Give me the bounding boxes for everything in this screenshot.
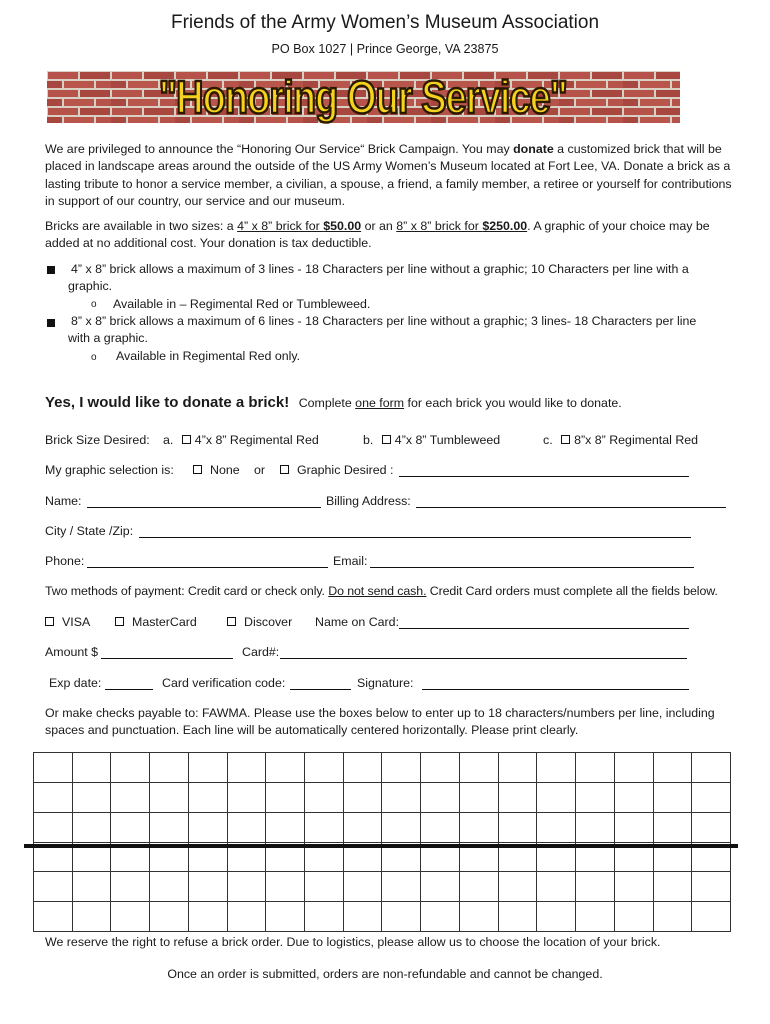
sub-bullet-marker: o [91, 352, 97, 363]
grid-cell[interactable] [460, 813, 499, 843]
grid-cell[interactable] [382, 783, 421, 813]
grid-cell[interactable] [499, 902, 538, 932]
grid-cell[interactable] [382, 813, 421, 843]
grid-cell[interactable] [537, 902, 576, 932]
name-on-card-label: Name on Card: [315, 615, 400, 629]
grid-cell[interactable] [421, 872, 460, 902]
grid-cell[interactable] [34, 783, 73, 813]
discover-option[interactable]: Discover [227, 615, 292, 629]
grid-cell[interactable] [344, 872, 383, 902]
grid-cell[interactable] [421, 753, 460, 783]
grid-cell[interactable] [73, 902, 112, 932]
grid-cell[interactable] [421, 813, 460, 843]
checkbox-visa[interactable] [45, 617, 54, 626]
reserve-notice: We reserve the right to refuse a brick order. Due to logistics, please allow us to choose the location of your brick. [45, 935, 661, 949]
engraving-grid [33, 752, 731, 932]
grid-cell[interactable] [111, 753, 150, 783]
checkbox-size-b[interactable] [382, 435, 391, 444]
grid-cell[interactable] [189, 783, 228, 813]
name-on-card-field[interactable] [399, 617, 689, 629]
checkbox-graphic-none[interactable] [193, 465, 202, 474]
grid-cell[interactable] [189, 872, 228, 902]
grid-cell[interactable] [150, 783, 189, 813]
grid-cell[interactable] [576, 753, 615, 783]
checks-instructions: Or make checks payable to: FAWMA. Please use the boxes below to enter up to 18 characters/numbers per line, including spaces and punctuation. Each line will be automatically centered horizontally. Please print clearly. [45, 706, 715, 738]
grid-cell[interactable] [537, 872, 576, 902]
signature-label: Signature: [357, 676, 414, 690]
grid-cell[interactable] [576, 872, 615, 902]
grid-cell[interactable] [266, 783, 305, 813]
grid-cell[interactable] [305, 902, 344, 932]
graphic-none-option[interactable]: None [193, 463, 240, 477]
bullet-4x8: 4” x 8” brick allows a maximum of 3 lines - 18 Characters per line without a graphic; 10 Characters per line with a [71, 262, 689, 276]
bullet-4x8-cont: graphic. [68, 279, 113, 293]
grid-cell[interactable] [421, 902, 460, 932]
graphic-or: or [254, 463, 266, 477]
city-state-zip-field[interactable] [139, 526, 691, 538]
mailing-address: PO Box 1027 | Prince George, VA 23875 [271, 42, 499, 56]
grid-cell[interactable] [189, 902, 228, 932]
grid-cell[interactable] [382, 753, 421, 783]
phone-field[interactable] [87, 556, 328, 568]
grid-cell[interactable] [615, 753, 654, 783]
grid-cell[interactable] [615, 872, 654, 902]
grid-cell[interactable] [654, 872, 693, 902]
grid-divider-line [24, 844, 738, 848]
grid-cell[interactable] [382, 872, 421, 902]
email-label: Email: [333, 554, 368, 568]
grid-cell[interactable] [344, 902, 383, 932]
graphic-desired-field[interactable] [399, 465, 689, 477]
page-title: Friends of the Army Women’s Museum Association [170, 12, 600, 33]
grid-cell[interactable] [692, 813, 731, 843]
payment-methods-text: Two methods of payment: Credit card or check only. Do not send cash. Credit Card orders must complete all the fields below. [45, 584, 718, 598]
grid-cell[interactable] [537, 783, 576, 813]
grid-cell[interactable] [692, 902, 731, 932]
grid-cell[interactable] [266, 872, 305, 902]
grid-cell[interactable] [111, 783, 150, 813]
grid-cell[interactable] [654, 902, 693, 932]
bullet-8x8-cont: with a graphic. [68, 331, 148, 345]
grid-cell[interactable] [382, 902, 421, 932]
grid-cell[interactable] [576, 902, 615, 932]
cvc-label: Card verification code: [162, 676, 286, 690]
grid-cell[interactable] [692, 783, 731, 813]
signature-field[interactable] [422, 678, 689, 690]
grid-cell[interactable] [654, 753, 693, 783]
grid-cell[interactable] [499, 783, 538, 813]
form-heading-instructions: Complete one form for each brick you would like to donate. [298, 396, 622, 410]
grid-cell[interactable] [615, 902, 654, 932]
size-option-a[interactable]: a. 4”x 8” Regimental Red [163, 433, 319, 447]
email-field[interactable] [370, 556, 694, 568]
billing-address-field[interactable] [416, 496, 726, 508]
grid-cell[interactable] [34, 902, 73, 932]
grid-cell[interactable] [460, 783, 499, 813]
grid-cell[interactable] [73, 783, 112, 813]
banner-slogan: "Honoring Our Service" [159, 71, 567, 123]
grid-cell[interactable] [421, 783, 460, 813]
name-field[interactable] [87, 496, 321, 508]
grid-cell[interactable] [499, 813, 538, 843]
cvc-field[interactable] [290, 678, 351, 690]
pricing-paragraph: Bricks are available in two sizes: a 4” x 8” brick for $50.00 or an 8” x 8” brick for $250.00. A graphic of your choice may be added at no additional cost. Your donation is tax deductible. [45, 219, 710, 251]
grid-cell[interactable] [73, 813, 112, 843]
grid-cell[interactable] [499, 753, 538, 783]
grid-cell[interactable] [150, 813, 189, 843]
checkbox-size-a[interactable] [182, 435, 191, 444]
grid-cell[interactable] [266, 753, 305, 783]
grid-cell[interactable] [150, 753, 189, 783]
card-number-field[interactable] [280, 647, 687, 659]
visa-option[interactable]: VISA [45, 615, 90, 629]
grid-cell[interactable] [460, 753, 499, 783]
grid-cell[interactable] [692, 872, 731, 902]
mastercard-option[interactable]: MasterCard [115, 615, 197, 629]
bullet-square-icon [47, 319, 55, 327]
grid-cell[interactable] [499, 872, 538, 902]
grid-cell[interactable] [228, 902, 267, 932]
grid-cell[interactable] [150, 872, 189, 902]
grid-cell[interactable] [228, 813, 267, 843]
bullet-square-icon [47, 266, 55, 274]
non-refundable-notice: Once an order is submitted, orders are non-refundable and cannot be changed. [167, 967, 603, 981]
size-option-c[interactable]: c. 8”x 8” Regimental Red [543, 433, 699, 447]
intro-paragraph: We are privileged to announce the “Honoring Our Service“ Brick Campaign. You may donate a customized brick that will be placed in landscape areas around the outside of the US Army Women’s Museum located at Fort Lee, VA. Donate a brick as a lasting tribute to honor a service member, a civilian, a spouse, a friend, a family member, a retiree or yourself for contributions in support of our country, our service and our museum. [45, 142, 732, 209]
grid-cell[interactable] [537, 813, 576, 843]
checkbox-graphic-desired[interactable] [280, 465, 289, 474]
grid-cell[interactable] [73, 753, 112, 783]
brick-banner [47, 71, 680, 123]
grid-cell[interactable] [576, 813, 615, 843]
grid-cell[interactable] [34, 872, 73, 902]
grid-cell[interactable] [150, 902, 189, 932]
bullet-8x8: 8” x 8” brick allows a maximum of 6 lines - 18 Characters per line without a graphic; 3 lines- 18 Characters per line [71, 314, 697, 328]
grid-cell[interactable] [266, 902, 305, 932]
sub-bullet-marker: o [91, 299, 97, 310]
grid-cell[interactable] [228, 872, 267, 902]
grid-cell[interactable] [615, 813, 654, 843]
grid-cell[interactable] [111, 872, 150, 902]
grid-cell[interactable] [228, 753, 267, 783]
grid-cell[interactable] [73, 872, 112, 902]
card-number-label: Card#: [242, 645, 280, 659]
grid-cell[interactable] [460, 902, 499, 932]
grid-cell[interactable] [228, 783, 267, 813]
grid-cell[interactable] [344, 753, 383, 783]
grid-cell[interactable] [615, 783, 654, 813]
grid-cell[interactable] [576, 783, 615, 813]
grid-cell[interactable] [654, 783, 693, 813]
grid-cell[interactable] [344, 813, 383, 843]
grid-cell[interactable] [189, 813, 228, 843]
phone-label: Phone: [45, 554, 85, 568]
amount-label: Amount $ [45, 645, 99, 659]
grid-cell[interactable] [305, 813, 344, 843]
checkbox-discover[interactable] [227, 617, 236, 626]
checkbox-size-c[interactable] [561, 435, 570, 444]
billing-address-label: Billing Address: [326, 494, 411, 508]
grid-cell[interactable] [344, 783, 383, 813]
form-heading-row [45, 394, 622, 411]
grid-cell[interactable] [111, 813, 150, 843]
grid-cell[interactable] [34, 753, 73, 783]
grid-cell[interactable] [305, 753, 344, 783]
graphic-desired-option[interactable]: Graphic Desired : [280, 463, 393, 477]
grid-cell[interactable] [692, 753, 731, 783]
checkbox-mastercard[interactable] [115, 617, 124, 626]
city-state-zip-label: City / State /Zip: [45, 524, 134, 538]
graphic-selection-label: My graphic selection is: [45, 463, 174, 477]
size-option-b[interactable]: b. 4”x 8” Tumbleweed [363, 433, 501, 447]
grid-cell[interactable] [460, 872, 499, 902]
exp-date-field[interactable] [105, 678, 153, 690]
amount-field[interactable] [101, 647, 233, 659]
sub-bullet-4x8-colors: Available in – Regimental Red or Tumbleweed. [113, 297, 371, 311]
sub-bullet-8x8-colors: Available in Regimental Red only. [116, 349, 301, 363]
grid-cell[interactable] [266, 813, 305, 843]
exp-date-label: Exp date: [49, 676, 102, 690]
form-heading: Yes, I would like to donate a brick! [45, 394, 290, 411]
grid-cell[interactable] [189, 753, 228, 783]
grid-cell[interactable] [305, 783, 344, 813]
brick-size-label: Brick Size Desired: [45, 433, 150, 447]
grid-cell[interactable] [111, 902, 150, 932]
grid-cell[interactable] [34, 813, 73, 843]
grid-cell[interactable] [305, 872, 344, 902]
name-label: Name: [45, 494, 82, 508]
grid-cell[interactable] [537, 753, 576, 783]
grid-cell[interactable] [654, 813, 693, 843]
